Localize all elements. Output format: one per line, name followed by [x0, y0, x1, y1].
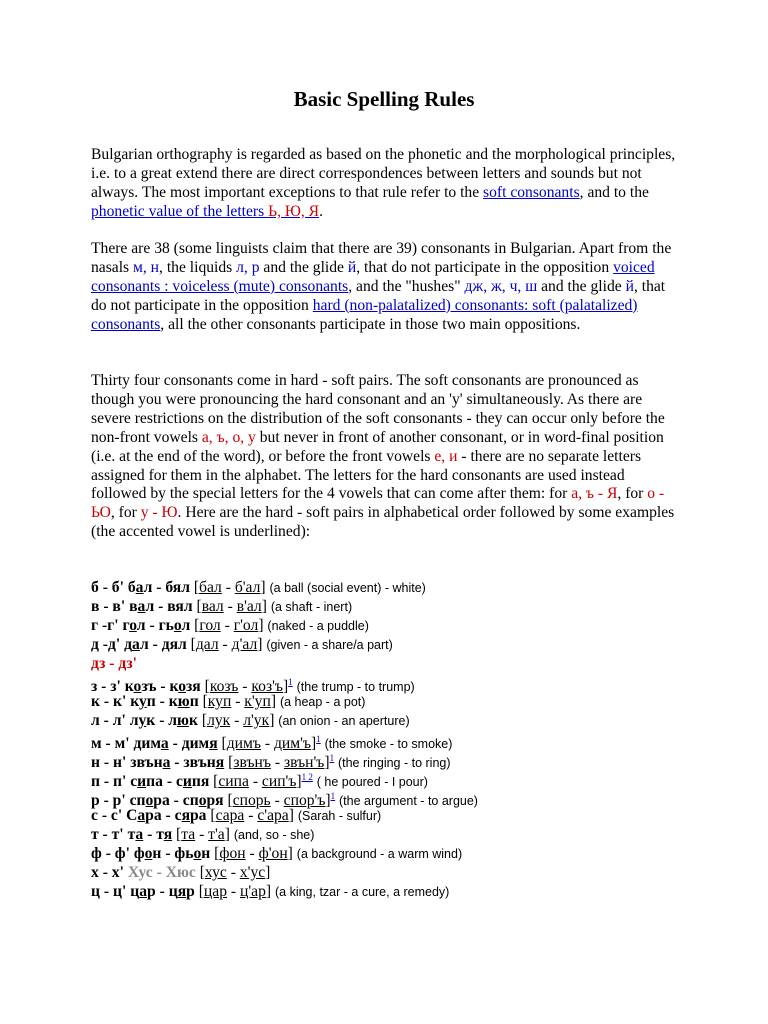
translation: (and, so - she) [233, 828, 315, 842]
text: , and to the [579, 183, 649, 201]
dash: - [156, 579, 162, 596]
page-title: Basic Spelling Rules [293, 87, 475, 111]
transcription-soft: л'ук [243, 712, 270, 729]
word-part: т [127, 826, 136, 843]
hard-word [130, 883, 155, 900]
dash: - [158, 598, 164, 615]
transcription-hard: бал [199, 579, 222, 596]
hard-word [130, 712, 156, 729]
pair-row: ц - ц' цар - цяр [цар - ц'ар] (a king, tzar - a cure, a remedy) [91, 883, 450, 900]
dash: - [159, 712, 165, 729]
pair-row: х - х' Хус - Хюс [хус - х'ус] [91, 864, 271, 881]
transcription-soft: звън'ъ [283, 754, 325, 772]
soft-word [159, 617, 191, 634]
word-part: а [162, 754, 171, 772]
pair-label: к - к' [91, 693, 127, 710]
word-part: ю [177, 712, 189, 729]
word-part: к [146, 712, 156, 729]
transcription-hard: вал [201, 598, 224, 615]
soft-consonants-link[interactable]: soft consonants [483, 183, 580, 201]
text: , for [617, 485, 648, 503]
footnote-link[interactable]: 1 [330, 791, 336, 801]
text: and the glide [537, 277, 626, 295]
word-part: звън [130, 754, 163, 772]
pair-row: к - к' куп - кюп [куп - к'уп] (a heap - a pot) [91, 693, 366, 710]
transcription-soft: т'а [208, 826, 225, 843]
link-text: phonetic value of the letters [91, 202, 269, 220]
transcription-hard: сара [215, 807, 245, 824]
translation: (a background - a warm wind) [296, 847, 463, 861]
soft-word [162, 636, 187, 653]
word-part: ц [130, 883, 140, 900]
pair-label: л - л' [91, 712, 126, 729]
word-part: а [137, 807, 146, 824]
pair-row: з - з' козъ - козя [козъ - коз'ъ]$^1$ (the trump - to trump) [91, 677, 415, 696]
word-part: я [177, 883, 187, 900]
pair-label: н - н' [91, 754, 127, 772]
pair-label: з - з' [91, 678, 121, 696]
word-part: в [129, 598, 138, 615]
text: . Here are the hard - soft pairs in alphabetical order followed by some examples (the accented vowel is underlined): [91, 504, 675, 541]
pairs-paragraph [91, 372, 677, 542]
text: Bulgarian orthography is regarded as based on the phonetic and the morphological principles, i.e. to a great extend there are direct correspondences between letters and sounds but not always. The most important exceptions to that rule refer to the [91, 146, 676, 201]
text: and the glide [259, 258, 348, 276]
hard-soft-link[interactable]: hard (non-palatalized) consonants: soft (palatalized) consonants [91, 296, 638, 333]
soft-word [169, 693, 199, 710]
pair-row: с - с' Сара - сяра [сара - с'ара] (Sarah - sulfur) [91, 807, 382, 824]
hard-word [129, 598, 154, 615]
pair-label: ц - ц' [91, 883, 127, 900]
word-part: я [209, 735, 218, 753]
text: - there are no separate letters assigned for them in the alphabet. The letters for the hard consonants are used instead followed by the special letters for the 4 vowels that can come after them: for [91, 447, 642, 503]
hard-word [128, 579, 152, 596]
transcription-soft: в'ал [236, 598, 262, 615]
word-part: т [156, 826, 164, 843]
word-part: л [178, 636, 187, 653]
transcription-soft: д'ал [231, 636, 258, 653]
word-part: а [135, 579, 144, 596]
word-part: л [183, 598, 193, 615]
word-part: п [146, 693, 156, 710]
word-part: пя [191, 773, 210, 791]
text: , that do not participate in the opposition [356, 258, 614, 276]
transcription-soft: б'ал [234, 579, 261, 596]
transcription-hard: гол [199, 617, 221, 634]
transcription-soft: спор'ъ [283, 792, 326, 810]
transcription-hard: цар [203, 883, 227, 900]
word-part: фь [174, 845, 194, 862]
word-part: к [124, 678, 134, 696]
nasals-text: м, н [133, 258, 160, 276]
word-part: С [126, 807, 138, 824]
transcription-hard: куп [207, 693, 232, 710]
intro-paragraph [91, 146, 677, 222]
transcription-soft: дим'ъ [273, 735, 311, 753]
word-part: ра [190, 807, 207, 824]
hard-soft-pairs-list [91, 578, 677, 901]
word-part: о [178, 678, 187, 696]
word-part: р [186, 883, 195, 900]
word-part: о [173, 617, 182, 634]
hard-word [128, 826, 144, 843]
pair-label: в - в' [91, 598, 126, 615]
translation: (a king, tzar - a cure, a remedy) [274, 885, 450, 899]
word-part: л [168, 712, 178, 729]
pair-row: д -д' дал - дял [дал - д'ал] (given - a share/a part) [91, 636, 393, 653]
transcription-soft: сип'ъ [261, 773, 297, 791]
dash: - [149, 617, 155, 634]
transcription-soft: к'уп [244, 693, 271, 710]
translation: (naked - a puddle) [267, 619, 369, 633]
word-part: г [122, 617, 130, 634]
hard-word [130, 693, 156, 710]
transcription-hard: хус [204, 864, 227, 881]
consonants-paragraph [91, 240, 677, 335]
word-part: дим [133, 735, 161, 753]
text: , the liquids [159, 258, 237, 276]
hard-word [124, 636, 149, 653]
text: . [319, 202, 323, 220]
word-part: о [144, 845, 153, 862]
transcription-hard: козъ [209, 678, 239, 696]
transcription-hard: дал [195, 636, 219, 653]
soft-word [167, 598, 192, 615]
translation: (Sarah - sulfur) [297, 809, 382, 823]
dash: - [172, 735, 178, 753]
word-part: я [181, 807, 190, 824]
text: , for [110, 504, 141, 522]
word-part: с [174, 807, 182, 824]
dash: - [159, 693, 165, 710]
soft-word [169, 883, 195, 900]
word-part: с [130, 773, 138, 791]
text: Thirty four consonants come in hard - soft pairs. The soft consonants are pronounced as though you were pronouncing the hard consonant and an 'y' simultaneously. As there are severe restrictions on the distribution of the soft consonants - they can occur only before the non-front vowels [91, 372, 665, 446]
dash: - [160, 678, 166, 696]
transcription-hard: фон [219, 845, 246, 862]
transcription-soft: г'ол [233, 617, 259, 634]
dash: - [152, 636, 158, 653]
vowel-mapping-text: а, ъ - Я [571, 485, 618, 503]
word-part: бя [165, 579, 182, 596]
text: , that do not participate in the opposition [91, 277, 666, 314]
pair-row [91, 654, 677, 673]
front-vowels-text: е, и [434, 447, 458, 465]
text: There are 38 (some linguists claim that there are 39) consonants in Bulgarian. Apart from the nasals [91, 240, 672, 276]
soft-word [174, 845, 210, 862]
dash: - [166, 773, 173, 791]
word-part: л [139, 636, 149, 653]
soft-word [156, 826, 172, 843]
footnote-link[interactable]: 1 [288, 677, 293, 687]
translation: (a shaft - inert) [270, 600, 353, 614]
soft-word [165, 579, 190, 596]
transcription-soft: ц'ар [240, 883, 266, 900]
translation: (a ball (social event) - white) [269, 581, 426, 595]
pair-row: г -г' гол - гьол [гол - г'ол] (naked - a puddle) [91, 617, 369, 634]
translation: (the smoke - to smoke) [324, 737, 453, 752]
word-part: р [147, 883, 156, 900]
transcription-hard: звънъ [233, 754, 271, 772]
word-part: ра [153, 792, 170, 810]
glide-text: й [625, 277, 634, 295]
word-part: к [168, 693, 178, 710]
hard-word [134, 845, 162, 862]
word-part: с [175, 773, 183, 791]
word-part: п [189, 693, 199, 710]
word-part: л [145, 598, 155, 615]
word-part: о [129, 617, 137, 634]
word-part: и [182, 773, 192, 791]
word-part: сп [182, 792, 199, 810]
word-part: а [139, 883, 147, 900]
word-part: зя [186, 678, 201, 696]
word-part: звън [183, 754, 216, 772]
word-part: о [133, 678, 142, 696]
letters-text: Ь, Ю, Я [268, 202, 320, 220]
word-part: к [169, 678, 179, 696]
word-part: вя [167, 598, 184, 615]
pair-label: с - с' [91, 807, 123, 824]
phonetic-value-link[interactable] [91, 203, 319, 220]
word-part: л [136, 617, 146, 634]
word-part: д [124, 636, 132, 653]
transcription-hard: димъ [226, 735, 261, 753]
transcription-soft: с'ара [257, 807, 289, 824]
dash: - [159, 883, 165, 900]
footnote-link[interactable]: 1 2 [301, 772, 313, 782]
word-part: ра [145, 807, 162, 824]
word-part: у [138, 712, 147, 729]
word-part: а [132, 636, 140, 653]
word-part: па [146, 773, 163, 791]
vowel-mapping-text: о - ЬО [91, 485, 665, 522]
pair-row: м - м' дима - димя [димъ - дим'ъ]$^1$ (the smoke - to smoke) [91, 734, 453, 753]
dash: - [173, 792, 179, 810]
pair-label: г -г' [91, 617, 119, 634]
non-front-vowels-text: а, ъ, о, у [201, 428, 256, 446]
vowel-mapping-text: у - Ю [140, 504, 178, 522]
text: , all the other consonants participate in those two main oppositions. [160, 315, 581, 333]
word-part: о [198, 792, 207, 810]
word-part: к [130, 693, 139, 710]
word-part: сп [129, 792, 146, 810]
dash: - [165, 807, 171, 824]
pair-label: ф - ф' [91, 845, 130, 862]
word-part: дим [181, 735, 210, 753]
word-part: а [160, 735, 169, 753]
transcription-hard: спорь [232, 792, 271, 810]
liquids-text: л, р [236, 258, 260, 276]
dash: - [165, 845, 171, 862]
pair-label: р - р' [91, 792, 126, 810]
pair-label: п - п' [91, 773, 127, 791]
word-part: ц [168, 883, 178, 900]
word-part: дя [161, 636, 179, 653]
word-part: н [201, 845, 211, 862]
example-word: Хус - Хюс [127, 864, 196, 881]
pair-row: л - л' лук - люк [лук - л'ук] (an onion - an aperture) [91, 712, 410, 729]
pair-label: дз - дз' [91, 655, 138, 672]
transcription-hard: сипа [218, 773, 249, 791]
pair-label: т - т' [91, 826, 124, 843]
translation: (an onion - an aperture) [278, 714, 410, 728]
pair-row: т - т' та - тя [та - т'а] (and, so - she) [91, 826, 315, 843]
translation: (given - a share/a part) [266, 638, 393, 652]
word-part: л [129, 712, 139, 729]
word-part: у [138, 693, 147, 710]
word-part: к [188, 712, 198, 729]
hushes-text: дж, ж, ч, ш [464, 277, 538, 295]
word-part: а [135, 826, 144, 843]
transcription-soft: коз'ъ [251, 678, 283, 696]
word-part: зъ [141, 678, 157, 696]
word-part: я [163, 826, 173, 843]
text: but never in front of another consonant, or in word-final position (i.e. at the end of the word), or before the front vowels [91, 428, 664, 465]
voiced-voiceless-link[interactable]: voiced consonants : voiceless (mute) consonants [91, 258, 655, 295]
word-part: о [193, 845, 202, 862]
translation: ( he poured - I pour) [316, 775, 428, 790]
word-part: н [152, 845, 162, 862]
pair-row: б - б' бал - бял [бал - б'ал] (a ball (social event) - white) [91, 579, 426, 596]
word-part: а [137, 598, 146, 615]
translation: (the trump - to trump) [296, 680, 415, 695]
pair-label: д -д' [91, 636, 121, 653]
text: , and the "hushes" [348, 277, 465, 295]
pair-row: н - н' звъна - звъня [звънъ - звън'ъ]$^1$ (the ringing - to ring) [91, 753, 451, 772]
word-part: б [127, 579, 136, 596]
word-part: о [145, 792, 154, 810]
word-part: л [143, 579, 153, 596]
word-part: л [181, 579, 190, 596]
soft-word [168, 712, 198, 729]
dash: - [147, 826, 153, 843]
dash: - [174, 754, 180, 772]
hard-word [126, 807, 162, 824]
transcription-soft: х'ус [239, 864, 266, 881]
hard-word [123, 617, 146, 634]
translation: (a heap - a pot) [279, 695, 366, 709]
pair-row: ф - ф' фон - фьон [фон - ф'он] (a background - a warm wind) [91, 845, 463, 862]
pair-row: в - в' вал - вял [вал - в'ал] (a shaft - inert) [91, 598, 353, 615]
glide-text: й [347, 258, 357, 276]
word-part: ря [206, 792, 224, 810]
word-part: л [181, 617, 191, 634]
word-part: и [137, 773, 147, 791]
pair-row: р - р' спора - споря [спорь - спор'ъ]$^1$ (the argument - to argue) [91, 791, 478, 810]
pair-label: м - м' [91, 735, 130, 753]
translation: (the argument - to argue) [339, 794, 478, 809]
word-part: ю [177, 693, 190, 710]
word-part: гь [158, 617, 174, 634]
pair-row: п - п' сипа - сипя [сипа - сип'ъ]$^{1 2}$ ( he poured - I pour) [91, 772, 428, 791]
pair-label: х - х' [91, 864, 124, 881]
pair-label: б - б' [91, 579, 124, 596]
transcription-hard: та [181, 826, 196, 843]
transcription-hard: лук [207, 712, 231, 729]
transcription-soft: ф'он [258, 845, 288, 862]
footnote-link[interactable]: 1 [329, 753, 335, 763]
soft-word [175, 807, 207, 824]
footnote-link[interactable]: 1 [316, 734, 321, 744]
word-part: я [215, 754, 225, 772]
translation: (the ringing - to ring) [337, 756, 451, 771]
word-part: ф [133, 845, 145, 862]
